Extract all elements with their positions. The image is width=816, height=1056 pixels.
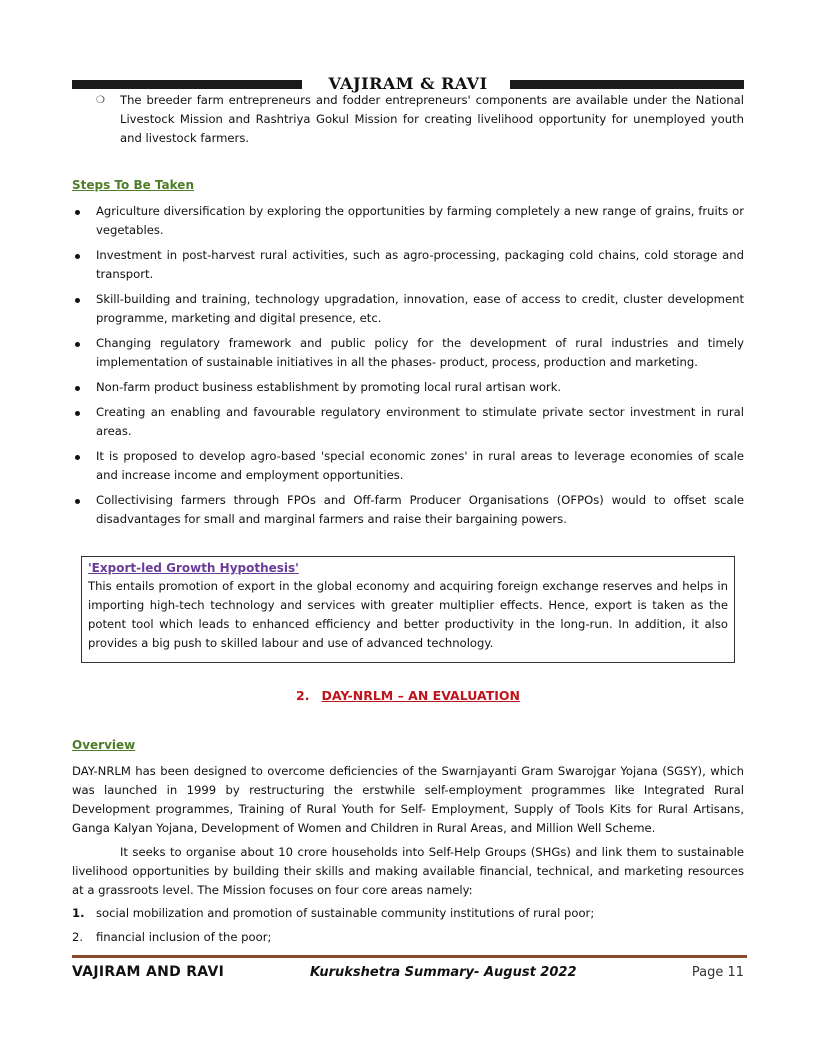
list-item: Investment in post-harvest rural activities, such as agro-processing, packaging cold chains, cold storage and transport. <box>72 246 744 284</box>
overview-heading: Overview <box>72 738 136 752</box>
box-text: This entails promotion of export in the global economy and acquiring foreign exchange reserves and helps in importing high-tech technology and services with greater multiplier effects. Hence, export is taken as the potent tool which leads to enhanced efficiency and better productivity in the long-run. In addition, it also provides a big push to skilled labour and use of advanced technology. <box>88 579 728 650</box>
steps-heading: Steps To Be Taken <box>72 178 194 192</box>
section-heading <box>0 688 816 703</box>
bullet-icon <box>75 210 80 215</box>
bullet-icon <box>75 342 80 347</box>
footer-publication: Kurukshetra Summary- August 2022 <box>310 965 577 980</box>
bullet-icon <box>75 499 80 504</box>
list-item: Agriculture diversification by exploring the opportunities by farming completely a new range of grains, fruits or vegetables. <box>72 202 744 240</box>
list-item: It is proposed to develop agro-based 'special economic zones' in rural areas to leverage economies of scale and increase income and employment opportunities. <box>72 447 744 485</box>
bullet-icon <box>75 455 80 460</box>
item-number: 2. <box>72 930 84 944</box>
overview-paragraph-1: DAY-NRLM has been designed to overcome deficiencies of the Swarnjayanti Gram Swarojgar Yojana (SGSY), which was launched in 1999 by restructuring the erstwhile self-employment programmes like Integrated Rural Development programmes, Training of Rural Youth for Self- Employment, Supply of Tools Kits for Rural Artisans, Ganga Kalyan Yojana, Development of Women and Children in Rural Areas, and Million Well Scheme. <box>72 764 744 835</box>
header-rule-right <box>510 80 744 89</box>
list-item: Non-farm product business establishment by promoting local rural artisan work. <box>72 378 744 397</box>
section-title: DAY-NRLM – AN EVALUATION <box>321 688 520 703</box>
page-footer <box>72 964 744 984</box>
intro-text: The breeder farm entrepreneurs and fodder entrepreneurs' components are available under the National Livestock Mission and Rashtriya Gokul Mission for creating livelihood opportunity for unemployed youth and livestock farmers. <box>120 93 744 145</box>
steps-list <box>72 202 744 535</box>
page-header <box>72 74 744 93</box>
bullet-icon <box>75 386 80 391</box>
section-number: 2. <box>296 688 310 703</box>
list-item: 2. financial inclusion of the poor; <box>72 928 744 947</box>
core-areas-list <box>72 904 744 952</box>
box-title: 'Export-led Growth Hypothesis' <box>88 561 299 575</box>
hollow-circle-bullet-icon: ❍ <box>96 95 105 106</box>
footer-brand: VAJIRAM AND RAVI <box>72 964 225 980</box>
intro-point <box>96 91 744 148</box>
list-item: Skill-building and training, technology upgradation, innovation, ease of access to credit, cluster development programme, marketing and digital presence, etc. <box>72 290 744 328</box>
footer-rule <box>72 955 747 958</box>
header-title: VAJIRAM & RAVI <box>328 74 488 93</box>
overview-body <box>72 762 744 905</box>
bullet-icon <box>75 298 80 303</box>
page-number: Page 11 <box>691 965 744 980</box>
list-item: 1. social mobilization and promotion of sustainable community institutions of rural poor; <box>72 904 744 923</box>
list-item: Changing regulatory framework and public policy for the development of rural industries and timely implementation of sustainable initiatives in all the phases- product, process, production and marketing. <box>72 334 744 372</box>
export-growth-box <box>81 556 735 663</box>
list-item: Creating an enabling and favourable regulatory environment to stimulate private sector investment in rural areas. <box>72 403 744 441</box>
bullet-icon <box>75 254 80 259</box>
list-item: Collectivising farmers through FPOs and Off-farm Producer Organisations (OFPOs) would to offset scale disadvantages for small and marginal farmers and raise their bargaining powers. <box>72 491 744 529</box>
bullet-icon <box>75 411 80 416</box>
overview-paragraph-2: It seeks to organise about 10 crore households into Self-Help Groups (SHGs) and link them to sustainable livelihood opportunities by building their skills and making available financial, technical, and marketing resources at a grassroots level. The Mission focuses on four core areas namely: <box>72 845 744 897</box>
header-rule-left <box>72 80 302 89</box>
item-number: 1. <box>72 906 85 920</box>
